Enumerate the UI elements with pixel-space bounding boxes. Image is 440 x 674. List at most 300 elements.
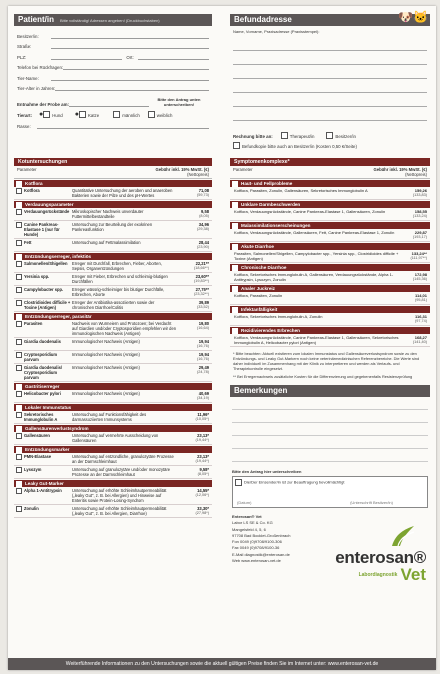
symptom-category-title: Infektanfälligkeit [241, 307, 278, 312]
patient-title: Patient/in [18, 15, 55, 24]
male-label: männlich [122, 113, 140, 118]
test-row [14, 411, 212, 424]
test-description: Untersuchung auf entzündliche, granulozytäre Prozesse an der Darmschleimhaut [72, 454, 174, 464]
test-net-price: (8,05*) [197, 472, 209, 476]
symptom-title: Symptomenkomplexe* [234, 159, 290, 165]
company-line: Fax 0049 (0)9708/9100-36 [232, 545, 280, 551]
signature-box[interactable] [232, 476, 428, 508]
param-column-label: Parameter [17, 167, 37, 172]
symptom-row [230, 271, 430, 284]
test-name-cell [14, 506, 72, 516]
test-net-price: (16,76) [196, 344, 209, 348]
test-price-cell [179, 433, 212, 443]
test-price: 29,49 [198, 365, 209, 370]
test-price: 19,94 [198, 339, 209, 344]
test-price: 11,96* [197, 412, 209, 417]
sample-date-field[interactable] [69, 98, 149, 107]
test-checkbox[interactable] [16, 261, 22, 267]
patient-field-input[interactable] [51, 30, 209, 39]
category-title: Entzündungsmarker [25, 447, 70, 452]
symptom-category-title: Analer Juckreiz [241, 286, 275, 291]
category-checkbox[interactable] [16, 426, 22, 432]
test-name: Helicobacter pylori [24, 391, 61, 396]
symptom-checkbox[interactable] [232, 265, 238, 271]
logo-subtitle: Labordiagnostik [358, 572, 398, 578]
authorization-checkbox[interactable] [235, 479, 242, 486]
category-checkbox[interactable] [16, 481, 22, 487]
signature-text: Die/Der Einsender/in ist zur Beauftragung bevollmächtigt [244, 479, 345, 485]
test-description: Erreger der Antibiotika-assoziierten sowie der chronischen Diarrhoe/Colitis [72, 300, 155, 310]
test-checkbox[interactable] [16, 287, 22, 293]
symptom-net-price: (145,36) [412, 277, 427, 281]
test-price-cell [179, 209, 212, 219]
test-net-price: (33,52) [196, 305, 209, 309]
test-price-cell [179, 365, 212, 380]
test-price-cell [179, 488, 212, 503]
test-row [14, 453, 212, 466]
test-price: 19,94 [198, 352, 209, 357]
category-title: Lokaler Immunstatus [25, 405, 72, 410]
category-header [14, 201, 212, 208]
test-name-cell [14, 365, 72, 380]
test-net-price: (23,32**) [194, 292, 209, 296]
symptom-description: Kotflora, Parasiten, Zonulin [234, 293, 283, 298]
symptom-row [230, 229, 430, 242]
animal-row [17, 107, 209, 118]
breed-field[interactable] [37, 120, 209, 129]
test-description: Erreger mit Fieber, Erbrechen und schleimig-blutigen Durchfällen [72, 274, 168, 284]
copy-label: Befundkopie bitte auch an Besitzer/in (Kosten 0,50 €/Seite) [242, 144, 357, 149]
patient-field-row [17, 39, 209, 50]
test-description: Untersuchung auf erhöhte Schleimhautpermeabilität („leaky Gut", z. B. bei Allergien) und Hinweise auf Enteritis sowie Protein-Losing-Syndrom [72, 488, 167, 503]
test-checkbox[interactable] [16, 506, 22, 512]
cat-label: Katze [87, 113, 100, 118]
test-row [14, 432, 212, 445]
copy-row [230, 139, 430, 149]
symptom-section [230, 158, 430, 582]
symptom-header [230, 158, 430, 166]
test-price: 19,80 [198, 321, 209, 326]
category-title: Leaky Gut-Marker [25, 481, 64, 486]
patient-field-input[interactable] [51, 72, 209, 81]
symptom-row [230, 250, 430, 263]
test-description: Immunologischer Nachweis (Antigen) [72, 391, 140, 396]
dog-cat-icon: 🐶🐱 [398, 10, 428, 24]
symptom-checkbox[interactable] [232, 244, 238, 250]
symptom-price: 159,26 [414, 188, 427, 193]
signature-line [233, 477, 427, 488]
test-row [14, 338, 212, 351]
symptom-checkbox[interactable] [232, 328, 238, 334]
category-header [14, 313, 212, 320]
logo-vet: Vet [400, 565, 426, 584]
patient-field-label: Tier-Name: [17, 75, 39, 81]
symptom-description: Kotflora, Verdauungsrückstände, Gallensäuren, Fett, Canine Pankreas-Elastase 1, Zonulin [234, 230, 395, 235]
patient-field-label: Straße: [17, 44, 32, 49]
test-row [14, 390, 212, 403]
stool-tests-section [14, 158, 212, 518]
test-price: 23,60** [195, 274, 209, 279]
test-name: Giardia duodenalis [24, 339, 61, 344]
test-price: 9,58 [201, 209, 209, 214]
sample-block [14, 93, 212, 131]
test-name-cell [14, 240, 72, 250]
sample-date-label: Entnahme der Probe am: [17, 102, 69, 107]
test-name-cell [14, 433, 72, 443]
test-checkbox[interactable] [16, 209, 22, 215]
signature-date-label: (Datum) [237, 500, 252, 505]
category-header [14, 404, 212, 411]
test-price-cell [179, 274, 212, 284]
symptom-category-title: Akute Diarrhoe [241, 244, 274, 249]
test-description: Erreger wässrig-schleimiger bis blutiger Durchfälle, Erbrechen, Aborte [72, 287, 165, 297]
test-name: Kotflora [24, 188, 40, 193]
breed-label: Rasse: [17, 123, 31, 129]
symptom-row [230, 292, 430, 305]
symptom-price: 114,01 [414, 293, 427, 298]
test-checkbox[interactable] [16, 391, 22, 397]
test-price: 33,30* [197, 506, 209, 511]
symptom-category-header [230, 222, 430, 229]
symptom-category-title: Unklare Darmbeschwerden [241, 202, 301, 207]
company-line: Labor LS SE & Co. KG [232, 520, 273, 526]
test-checkbox[interactable] [16, 433, 22, 439]
test-name: Zonulin [24, 506, 39, 511]
symptom-price-cell [399, 209, 427, 219]
test-name: Salmonellen/Shigellen [24, 261, 68, 266]
test-name-cell [14, 454, 72, 464]
test-checkbox[interactable] [16, 488, 22, 494]
test-name-cell [14, 222, 72, 237]
test-checkbox[interactable] [16, 222, 22, 228]
symptom-category-header [230, 327, 430, 334]
test-name: Fett [24, 240, 32, 245]
test-net-price: (29,38) [196, 227, 209, 231]
test-net-price: (16,76) [196, 357, 209, 361]
test-price: 22,21** [195, 261, 209, 266]
test-name: PMN-Elastase [24, 454, 52, 459]
test-price-cell [179, 506, 212, 516]
patient-field-row [17, 49, 209, 60]
symptom-colheader [230, 166, 430, 179]
company-address [230, 514, 334, 582]
symptom-category-title: Chronische Diarrhoe [241, 265, 287, 270]
test-price-cell [179, 454, 212, 464]
test-net-price: (19,44*) [195, 459, 209, 463]
symptom-category-title: Rezidivierendes Erbrechen [241, 328, 300, 333]
test-checkbox[interactable] [16, 365, 22, 371]
test-name-cell [14, 321, 72, 336]
test-price: 14,55* [197, 488, 209, 493]
test-name-cell [14, 391, 72, 401]
test-net-price: (34,19) [196, 396, 209, 400]
test-row [14, 320, 212, 338]
test-name: Verdauungsrückstände [24, 209, 70, 214]
category-title: Entzündungserreger, infektiös [25, 254, 92, 259]
remarks-title: Bemerkungen [234, 386, 288, 395]
result-address-header [230, 10, 430, 26]
test-row [14, 239, 212, 252]
stool-tests-header [14, 158, 212, 166]
cat-checkbox[interactable] [79, 111, 86, 118]
test-net-price: (19,44*) [195, 438, 209, 442]
symptom-checkbox[interactable] [232, 202, 238, 208]
category-checkbox[interactable] [16, 447, 22, 453]
test-description: Untersuchung zur Beurteilung der exokrinen Pankreasfunktion [72, 222, 153, 232]
symptom-net-column-label: (Nettopreis) [405, 172, 427, 177]
company-line: E-Mail diagnostik@enterosan.de [232, 551, 290, 557]
symptom-price-cell [399, 293, 427, 303]
symptom-category-header [230, 264, 430, 271]
dog-checkbox[interactable] [43, 111, 50, 118]
copy-checkbox[interactable] [233, 142, 240, 149]
symptom-row [230, 334, 430, 347]
test-name: Alpha 1-Antitrypsin [24, 488, 62, 493]
male-checkbox[interactable] [113, 111, 120, 118]
test-description: Untersuchung auf Funktionsfähigkeit des darmassoziierten Immunsystems [72, 412, 147, 422]
symptom-category-header [230, 306, 430, 313]
symptom-description: Kotflora, Sekretorisches Immunglobulin A, Zonulin [234, 314, 323, 319]
patient-field-extra-label: Ort: [126, 54, 134, 60]
test-name-cell [14, 467, 72, 477]
test-price-cell [179, 261, 212, 271]
test-net-price: (27,98*) [195, 511, 209, 515]
remarks-header [230, 385, 430, 397]
symptom-category-header [230, 285, 430, 292]
company-line: Mangelsfeld 4, 5, 6 [232, 526, 266, 532]
company-line: Fon 0049 (0)9708/9100-306 [232, 539, 282, 545]
test-net-price: (19,83**) [194, 279, 209, 283]
patient-field-input[interactable] [51, 51, 122, 60]
billing-owner-checkbox[interactable] [326, 132, 333, 139]
test-price: 71,08 [198, 188, 209, 193]
test-checkbox[interactable] [16, 188, 22, 194]
company-logo [334, 514, 430, 582]
symptom-checkbox[interactable] [232, 181, 238, 187]
category-checkbox[interactable] [16, 254, 22, 260]
test-net-price: (18,66**) [194, 266, 209, 270]
test-name: Sekretorisches Immunglobulin A [24, 412, 58, 422]
test-row [14, 221, 212, 239]
test-price: 39,89 [198, 300, 209, 305]
test-name-cell [14, 274, 72, 284]
order-form-sheet [8, 6, 436, 670]
footnotes [230, 347, 430, 383]
test-net-price: (12,06*) [195, 493, 209, 497]
test-price-cell [179, 287, 212, 297]
test-checkbox[interactable] [16, 321, 22, 327]
category-header [14, 383, 212, 390]
signature-heading: Bitte den Antrag hier unterschreiben [232, 469, 302, 474]
result-address-label: Name, Vorname, Praxisadresse (Praxisstempel): [233, 29, 320, 34]
test-name-cell [14, 287, 72, 297]
test-description: Untersuchung auf erhöhte Schleimhautpermeabilität („leaky Gut", z. B. bei Allergien, Diarrhoe) [72, 506, 167, 516]
dog-label: Hund [52, 113, 63, 118]
test-price-cell [179, 321, 212, 336]
test-description: Nachweis von Wurmeiern und Protozoen; bei Verdacht auf Giardien und/oder Cryptosporidien empfehlen wir den immunologischen Nachweis (Antigen) [72, 321, 176, 336]
category-checkbox[interactable] [16, 202, 22, 208]
test-row [14, 466, 212, 479]
billing-therapist-checkbox[interactable] [281, 132, 288, 139]
price-column-label: Gebühr inkl. 19% MwSt. (€) [155, 167, 209, 172]
patient-fields [14, 26, 212, 93]
result-address-section [230, 10, 430, 149]
symptom-price-column-label: Gebühr inkl. 19% MwSt. (€) [373, 167, 427, 172]
symptom-price: 168,27 [414, 335, 427, 340]
test-name: Giardia duodenalis/ Cryptosporidium parvum [24, 365, 62, 380]
test-description: Immunologischer Nachweis (Antigen) [72, 339, 140, 344]
test-checkbox[interactable] [16, 300, 22, 306]
test-checkbox[interactable] [16, 467, 22, 473]
test-checkbox[interactable] [16, 352, 22, 358]
symptom-price: 172,98 [414, 272, 427, 277]
test-checkbox[interactable] [16, 454, 22, 460]
patient-field-input[interactable] [51, 40, 209, 49]
logo-word: enterosan® [335, 548, 426, 567]
footnote-1: * Bitte beachten: Aktuell existieren zum lokalen Immunstatus und Gallensäureverlustsyndrom sowie zu den Entzündungs- und Leaky Gut-Markern noch keine veterinärmedizinischen Referenzbereiche. Die Werte sind daher individuell im Zusammenhang mit der Klinik zu interpretieren und werden als Verlaufs- und Therapiekontrolle eingesetzt. [233, 351, 420, 371]
symptom-net-price: (141,40) [412, 340, 427, 344]
patient-field-row [17, 70, 209, 81]
test-price-cell [179, 188, 212, 198]
test-name: Campylobacter spp. [24, 287, 64, 292]
patient-section [14, 14, 212, 131]
female-checkbox[interactable] [148, 111, 155, 118]
category-checkbox[interactable] [16, 405, 22, 411]
category-checkbox[interactable] [16, 384, 22, 390]
test-description: Untersuchung auf vermehrte Ausscheidung von Gallensäuren [72, 433, 159, 443]
test-price: 27,75** [195, 287, 209, 292]
symptom-list [230, 180, 430, 347]
symptom-price-cell [399, 272, 427, 282]
category-checkbox[interactable] [16, 181, 22, 187]
test-checkbox[interactable] [16, 339, 22, 345]
footnote-2: ** Bei Erregernachweis zusätzliche Kosten für die Differenzierung und gegebenenfalls Resistenzprüfung [233, 374, 413, 379]
test-net-price: (10,05*) [195, 417, 209, 421]
test-checkbox[interactable] [16, 274, 22, 280]
test-description: Erreger mit Durchfall, Erbrechen, Fieber, Aborten, Sepsis, Organentzündungen [72, 261, 162, 271]
patient-field-extra-input[interactable] [138, 51, 209, 60]
test-description: Untersuchung auf Fettmalassimilation [72, 240, 141, 245]
test-row [14, 286, 212, 299]
category-header [14, 253, 212, 260]
test-name-cell [14, 352, 72, 362]
patient-field-label: Tier-Alter in Jahren: [17, 86, 56, 91]
test-price: 23,13* [197, 433, 209, 438]
test-price-cell [179, 300, 212, 310]
symptom-net-price: (97,74) [414, 319, 427, 323]
test-net-price: (23,90) [196, 245, 209, 249]
female-label: weiblich [156, 113, 173, 118]
test-checkbox[interactable] [16, 412, 22, 418]
category-checkbox[interactable] [16, 314, 22, 320]
symptom-price-cell [399, 335, 427, 345]
test-name: Gallensäuren [24, 433, 50, 438]
symptom-row [230, 187, 430, 200]
test-description: Mikroskopischer Nachweis unverdauter Futtermittelbestandteile [72, 209, 144, 219]
test-row [14, 260, 212, 273]
test-name-cell [14, 488, 72, 503]
test-checkbox[interactable] [16, 240, 22, 246]
test-price: 23,13* [197, 454, 209, 459]
sample-date-row [17, 95, 209, 107]
symptom-net-price: (193,17) [412, 235, 427, 239]
test-net-price: (16,64) [196, 326, 209, 330]
test-name: Canine Pankreas-Elastase 1 (nur für Hunde) [24, 222, 60, 237]
category-title: Verdauungsparameter [25, 202, 74, 207]
billing-label: Rechnung bitte an: [233, 134, 273, 139]
test-row [14, 351, 212, 364]
symptom-net-price: (133,24) [412, 214, 427, 218]
patient-field-input[interactable] [55, 82, 209, 91]
test-price: 34,96 [198, 222, 209, 227]
category-header [14, 480, 212, 487]
symptom-row [230, 208, 430, 221]
test-name: Clostridioides difficile + Toxine (Antigen) [24, 300, 71, 310]
symptom-checkbox[interactable] [232, 307, 238, 313]
symptom-price-cell [399, 251, 427, 261]
remarks-field[interactable] [232, 397, 428, 467]
category-header [14, 446, 212, 453]
category-title: Entzündungserreger, parasitär [25, 314, 92, 319]
test-name-cell [14, 188, 72, 198]
test-name: Parasiten [24, 321, 43, 326]
test-row [14, 505, 212, 518]
test-row [14, 273, 212, 286]
company-line: 97708 Bad Bocklet-Großenbrach [232, 532, 291, 538]
test-price: 9,58* [199, 467, 209, 472]
dog-icon: ● [39, 111, 44, 118]
patient-field-row [17, 81, 209, 92]
footer-bar [8, 658, 436, 670]
symptom-checkbox[interactable] [232, 286, 238, 292]
symptom-price-cell [399, 188, 427, 198]
test-description: Immunologischer Nachweis (Antigen) [72, 352, 140, 357]
symptom-net-price: (111,97**) [410, 256, 427, 260]
patient-field-input[interactable] [63, 61, 209, 70]
company-line: Web www.enterosan-vet.de [232, 558, 281, 564]
result-address-field[interactable] [233, 37, 427, 127]
symptom-price: 158,55 [414, 209, 427, 214]
symptom-category-header [230, 243, 430, 250]
sample-note: Bitte den Antrag unten unterschreiben! [157, 97, 201, 107]
symptom-description: Parasiten, Salmonellen/Shigellen, Campylobacter spp., Yersinia spp., Clostridioides difficile + Toxine (Antigen) [234, 251, 399, 261]
patient-field-label: PLZ: [17, 54, 27, 60]
test-price-cell [179, 352, 212, 362]
animal-label: Tierart: [17, 113, 33, 118]
test-name-cell [14, 261, 72, 271]
test-net-price: (8,05) [199, 214, 209, 218]
test-row [14, 187, 212, 200]
test-price-cell [179, 412, 212, 422]
symptom-price: 229,87 [414, 230, 427, 235]
test-price: 28,44 [198, 240, 209, 245]
test-price-cell [179, 222, 212, 237]
test-price-cell [179, 467, 212, 477]
symptom-description: Kotflora, Verdauungsrückstände, Canine Pankreas-Elastase 1, Gallensäuren, Zonulin [234, 209, 386, 214]
symptom-category-header [230, 201, 430, 208]
test-name-cell [14, 300, 72, 310]
test-description: Quantitative Untersuchung der aeroben und anaeroben Bakterien sowie der Pilze und des pH-Wertes [72, 188, 173, 198]
symptom-category-header [230, 180, 430, 187]
symptom-checkbox[interactable] [232, 223, 238, 229]
test-row [14, 299, 212, 312]
stool-tests-title: Kotuntersuchungen [18, 159, 68, 165]
cat-icon: ● [74, 111, 79, 118]
test-price-cell [179, 339, 212, 349]
symptom-category-title: Haut- und Fellprobleme [241, 181, 293, 186]
test-price-cell [179, 240, 212, 250]
category-title: Gallensäurenverlustsyndrom [25, 426, 89, 431]
